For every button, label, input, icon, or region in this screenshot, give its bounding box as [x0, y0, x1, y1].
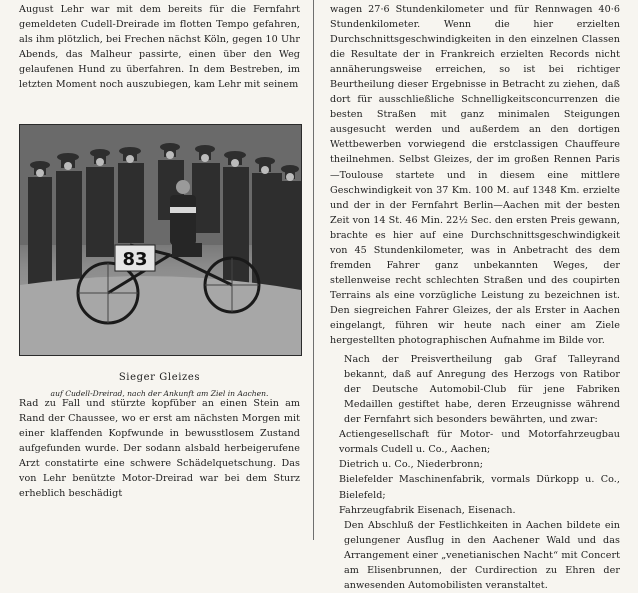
right-column	[330, 2, 620, 593]
right-paragraph-2: Nach der Preisvertheilung gab Graf Talleyrand bekannt, daß auf Anregung des Herzogs von Ratibor der Deutsche Automobil-Club für jene Fabriken Medaillen gestiftet habe, deren Erzeugnisse während der Fernfahrt sich besonders bewährten, und zwar:	[344, 354, 620, 426]
medal-list-item-1: Actiengesellschaft für Motor- und Motorfahrzeugbau vormals Cudell u. Co., Aachen;	[339, 429, 620, 456]
medal-list-item-4: Fahrzeugfabrik Eisenach, Eisenach.	[339, 504, 516, 516]
left-column-bottom	[19, 396, 300, 501]
caption-subtitle: auf Cudell-Dreirad, nach der Ankunft am Ziel in Aachen.	[50, 389, 269, 398]
left-bottom-paragraph: Rad zu Fall und stürzte kopfüber an einen Stein am Rand der Chaussee, wo er erst am nächsten Morgen mit einer klaffenden Kopfwunde in bewusstlosem Zustand aufgefunden wurde. Der sodann alsbald herbeigerufene Arzt constatirte eine schwere Schädelquetschung. Das von Lehr benützte Motor-Dreirad war bei dem Sturz erheblich beschädigt	[19, 398, 300, 500]
left-column-top	[19, 2, 300, 92]
race-photo	[19, 124, 302, 356]
race-photo-drawing	[20, 125, 301, 355]
armband	[170, 207, 196, 213]
column-divider	[313, 0, 314, 540]
medal-list-item-2: Dietrich u. Co., Niederbronn;	[339, 459, 484, 471]
right-paragraph-1: wagen 27·6 Stundenkilometer und für Rennwagen 40·6 Stundenkilometer. Wenn die hier erzielten Durchschnittsgeschwindigkeiten in den einzelnen Classen die Resultate der in Frankreich erzielten Records nicht annäherungsweise erreichen, so ist bei richtiger Beurtheilung dieser Ergebnisse in Betracht zu ziehen, daß dort für ausschließliche Schnelligkeitsconcurrenzen die besten Straßen mit ganz minimalen Steigungen ausgesucht werden und außerdem an den dortigen Wettbewerben vorwiegend die erstclassigen Chauffeure theilnehmen. Selbst Gleizes, der im großen Rennen Paris—Toulouse startete und in diesem eine mittlere Geschwindigkeit von 37 Km. 100 M. auf 1348 Km. erzielte und der in der Fernfahrt Berlin—Aachen mit der besten Zeit von 14 St. 46 Min. 22½ Sec. den ersten Preis gewann, brachte es hier auf eine Durchschnittsgeschwindigkeit von 45 Stundenkilometer, was in Anbetracht des dem fremden Fahrer ganz unbekannten Weges, der stellenweise recht schlechten Straßen und des coupirten Terrains als eine vorzügliche Leistung zu bezeichnen ist. Den siegreichen Fahrer Gleizes, der als Erster in Aachen eingelangt, führen wir heute nach einer am Ziele hergestellten photographischen Aufnahme im Bilde vor.	[330, 4, 620, 347]
medal-list-item-3: Bielefelder Maschinenfabrik, vormals Dürkopp u. Co., Bielefeld;	[339, 474, 620, 501]
right-paragraph-3: Den Abschluß der Festlichkeiten in Aachen bildete ein gelungener Ausflug in den Aachener Wald und das Arrangement einer „venetianischen Nacht“ mit Concert am Elisenbrunnen, der Curdirection zu Ehren der anwesenden Automobilisten veranstaltet.	[344, 519, 620, 591]
caption-title: Sieger Gleizes	[118, 372, 201, 383]
photo-number: 83	[122, 249, 148, 270]
left-top-paragraph: August Lehr war mit dem bereits für die Fernfahrt gemeldeten Cudell-Dreirade im flotten Tempo gefahren, als ihm plötzlich, bei Frechen nächst Köln, gegen 10 Uhr Abends, das Malheur passirte, einen über den Weg gelaufenen Hund zu überfahren. In dem Bestreben, im letzten Moment noch auszubiegen, kam Lehr mit seinem	[19, 4, 300, 91]
